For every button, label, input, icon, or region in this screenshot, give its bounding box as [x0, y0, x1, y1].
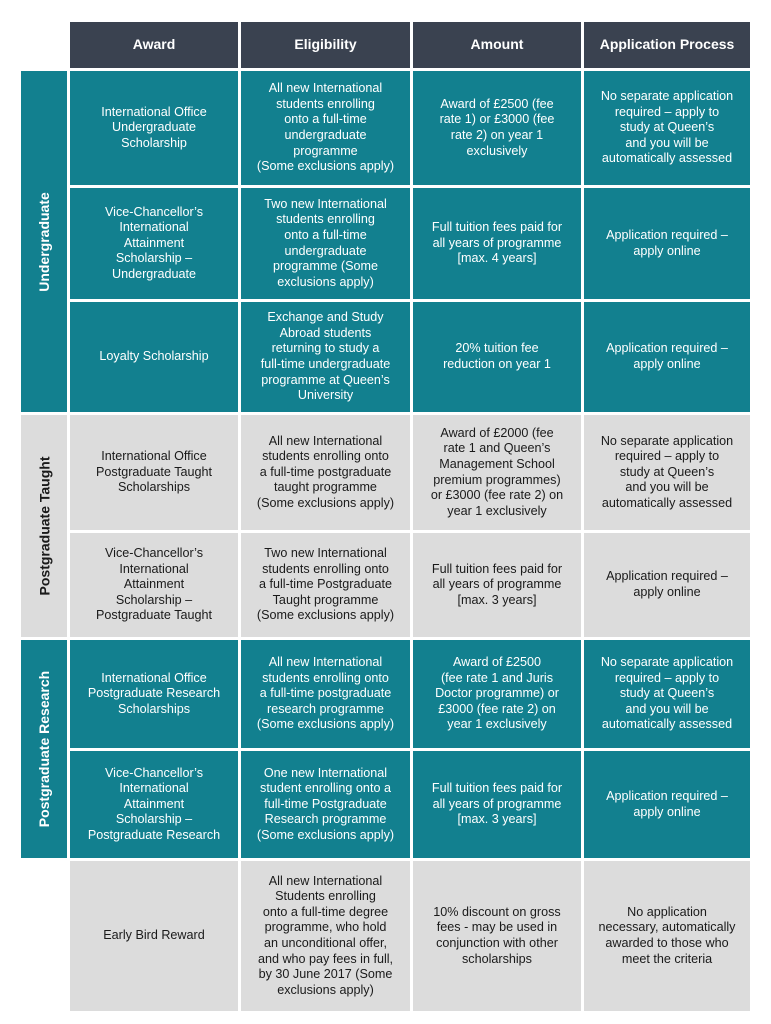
table-cell-amount: Award of £2000 (fee rate 1 and Queen’s Management School premium programmes) or £3000 (fee rate 2) on year 1 exclusively: [413, 415, 581, 530]
table-cell-eligibility: All new International students enrolling onto a full-time undergraduate programme (Some exclusions apply): [241, 71, 410, 185]
group-label-postgraduate-taught: [21, 415, 67, 637]
group-label-text: Postgraduate Taught: [36, 456, 52, 596]
table-cell-award: Vice-Chancellor’s International Attainment Scholarship – Postgraduate Research: [70, 751, 238, 858]
table-cell-eligibility: All new International students enrolling onto a full-time postgraduate research programme (Some exclusions apply): [241, 640, 410, 748]
header-application-process: Application Process: [584, 22, 750, 68]
table-cell-amount: 20% tuition fee reduction on year 1: [413, 302, 581, 412]
table-cell-eligibility: All new International Students enrolling onto a full-time degree programme, who hold an unconditional offer, and who pay fees in full, by 30 June 2017 (Some exclusions apply): [241, 861, 410, 1011]
table-cell-award: Vice-Chancellor’s International Attainment Scholarship – Undergraduate: [70, 188, 238, 299]
group-label-text: Postgraduate Research: [36, 670, 52, 828]
table-cell-award: International Office Postgraduate Research Scholarships: [70, 640, 238, 748]
table-cell-award: Vice-Chancellor’s International Attainment Scholarship – Postgraduate Taught: [70, 533, 238, 637]
table-cell-award: Loyalty Scholarship: [70, 302, 238, 412]
group-label-postgraduate-research: [21, 640, 67, 858]
table-cell-process: No separate application required – apply to study at Queen’s and you will be automatically assessed: [584, 71, 750, 185]
table-cell-process: Application required – apply online: [584, 533, 750, 637]
table-cell-eligibility: All new International students enrolling onto a full-time postgraduate taught programme (Some exclusions apply): [241, 415, 410, 530]
table-cell-eligibility: Exchange and Study Abroad students returning to study a full-time undergraduate programme at Queen’s University: [241, 302, 410, 412]
table-cell-amount: Award of £2500 (fee rate 1 and Juris Doctor programme) or £3000 (fee rate 2) on year 1 exclusively: [413, 640, 581, 748]
table-cell-amount: Full tuition fees paid for all years of programme [max. 3 years]: [413, 751, 581, 858]
table-cell-amount: 10% discount on gross fees - may be used in conjunction with other scholarships: [413, 861, 581, 1011]
header-amount: Amount: [413, 22, 581, 68]
table-cell-award: International Office Postgraduate Taught Scholarships: [70, 415, 238, 530]
table-cell-process: Application required – apply online: [584, 188, 750, 299]
table-cell-amount: Full tuition fees paid for all years of programme [max. 4 years]: [413, 188, 581, 299]
table-cell-process: No separate application required – apply to study at Queen’s and you will be automatically assessed: [584, 640, 750, 748]
table-cell-process: No separate application required – apply to study at Queen’s and you will be automatically assessed: [584, 415, 750, 530]
table-cell-process: Application required – apply online: [584, 751, 750, 858]
table-cell-award: Early Bird Reward: [70, 861, 238, 1011]
group-label-text: Undergraduate: [36, 191, 53, 292]
table-cell-amount: Award of £2500 (fee rate 1) or £3000 (fee rate 2) on year 1 exclusively: [413, 71, 581, 185]
header-eligibility: Eligibility: [241, 22, 410, 68]
group-label-undergraduate: [21, 71, 67, 412]
table-cell-award: International Office Undergraduate Scholarship: [70, 71, 238, 185]
table-cell-process: No application necessary, automatically awarded to those who meet the criteria: [584, 861, 750, 1011]
header-award: Award: [70, 22, 238, 68]
table-cell-eligibility: One new International student enrolling onto a full-time Postgraduate Research programme (Some exclusions apply): [241, 751, 410, 858]
table-cell-process: Application required – apply online: [584, 302, 750, 412]
table-cell-eligibility: Two new International students enrolling onto a full-time undergraduate programme (Some exclusions apply): [241, 188, 410, 299]
table-cell-amount: Full tuition fees paid for all years of programme [max. 3 years]: [413, 533, 581, 637]
table-cell-eligibility: Two new International students enrolling onto a full-time Postgraduate Taught programme (Some exclusions apply): [241, 533, 410, 637]
